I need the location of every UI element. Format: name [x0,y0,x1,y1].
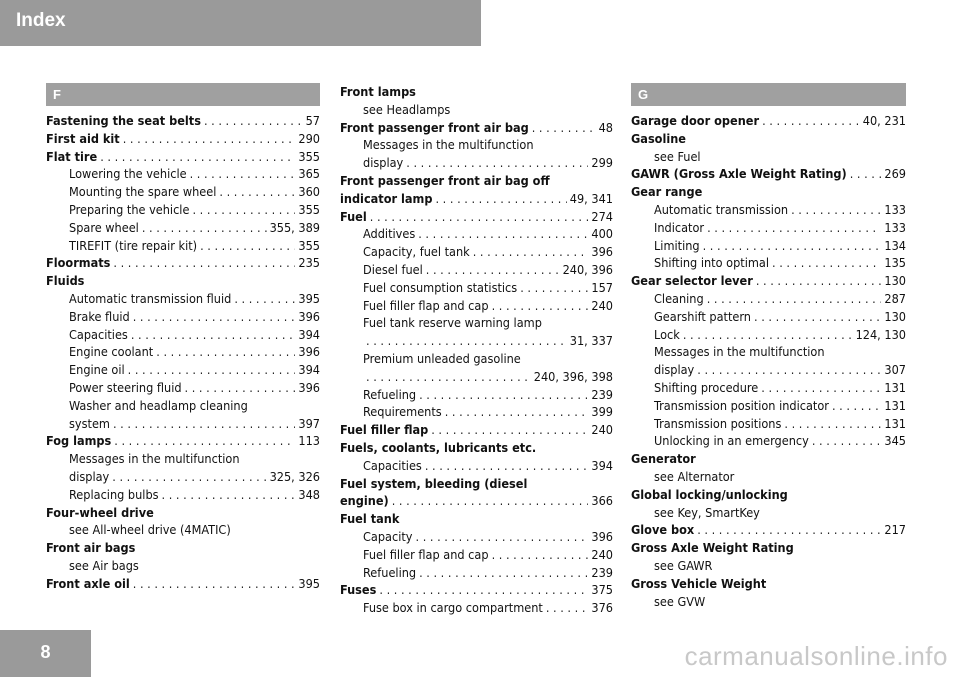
entry-page-ref[interactable]: 31, 337 [569,333,613,349]
dot-leader [492,297,589,315]
index-entry [340,439,613,457]
index-subentry [46,521,320,539]
entry-term: Gross Axle Weight Rating [631,540,794,556]
entry-page-ref[interactable]: 396 [591,528,613,544]
dot-leader [703,237,882,255]
entry-term: Fuel [340,208,367,224]
index-subentry [340,225,613,243]
dot-leader [113,254,295,272]
index-subentry [340,386,613,404]
entry-page-ref[interactable]: 360 [298,184,320,200]
entry-term: Floormats [46,255,111,271]
entry-term: display [654,362,695,378]
entry-term: see Key, SmartKey [654,504,760,520]
dot-leader [370,208,589,226]
index-subentry [46,219,320,237]
index-subentry [340,564,613,582]
entry-page-ref[interactable]: 396 [298,379,320,395]
dot-leader [419,386,588,404]
index-subentry [340,546,613,564]
index-subentry [46,379,320,397]
entry-term: Brake fluid [69,308,130,324]
entry-term: Transmission positions [654,415,782,431]
entry-term: Front air bags [46,540,136,556]
index-subentry [340,101,613,119]
entry-page-ref[interactable]: 396 [298,308,320,324]
entry-term: Fuel tank reserve warning lamp [363,315,542,331]
entry-term: Front passenger front air bag [340,119,529,135]
index-subentry [340,261,613,279]
entry-term: see Air bags [69,557,139,573]
index-subentry [46,450,320,468]
entry-term: Shifting procedure [654,379,759,395]
page-title: Index [16,10,66,31]
entry-page-ref[interactable]: 365 [298,166,320,182]
dot-leader [416,528,589,546]
entry-term: Gasoline [631,130,686,146]
index-subentry [46,468,320,486]
index-entry [340,581,613,599]
entry-term: see Headlamps [363,101,451,117]
dot-leader [762,112,860,130]
index-subentry [46,290,320,308]
dot-leader [185,379,296,397]
dot-leader [707,290,882,308]
index-entry [631,539,906,557]
entry-page-ref[interactable]: 395 [298,290,320,306]
entry-page-ref[interactable]: 345 [884,433,906,449]
entry-term: TIREFIT (tire repair kit) [69,237,198,253]
index-entry [340,475,613,493]
index-subentry [631,361,906,379]
entry-term: Fuel filler flap [340,422,429,438]
index-subentry [46,308,320,326]
entry-page-ref[interactable]: 397 [298,415,320,431]
entry-term: Washer and headlamp cleaning [69,397,248,413]
entry-term: Automatic transmission [654,201,789,217]
index-subentry [631,468,906,486]
entry-term: Front passenger front air bag off [340,172,550,188]
entry-page-ref[interactable]: 240 [591,297,613,313]
dot-leader [113,415,295,433]
dot-leader [366,368,531,386]
index-subentry [631,379,906,397]
entry-page-ref[interactable]: 235 [298,255,320,271]
entry-term: Fuel filler flap and cap [363,546,489,562]
dot-leader [114,432,295,450]
dot-leader [784,415,881,433]
index-subentry [340,279,613,297]
entry-term: display [363,155,404,171]
index-subentry [631,504,906,522]
index-entry [631,521,906,539]
dot-leader [131,326,296,344]
index-subentry [340,243,613,261]
entry-term: Automatic transmission fluid [69,290,232,306]
entry-term: Capacity, fuel tank [363,244,470,260]
dot-leader [425,457,589,475]
entry-term: Gear selector lever [631,273,753,289]
entry-term: display [69,468,110,484]
index-entry [631,272,906,290]
watermark: carmanualsonline.info [684,641,948,671]
index-entry [340,172,613,190]
entry-term: see All-wheel drive (4MATIC) [69,522,231,538]
index-subentry [631,432,906,450]
entry-page-ref[interactable]: 355 [298,201,320,217]
dot-leader [190,165,296,183]
entry-term: Indicator [654,219,705,235]
entry-page-ref[interactable]: 130 [884,308,906,324]
entry-term: Replacing bulbs [69,486,159,502]
entry-term: Additives [363,226,416,242]
index-entry [631,575,906,593]
entry-page-ref[interactable]: 157 [591,279,613,295]
dot-leader [707,219,881,237]
entry-term: Preparing the vehicle [69,201,190,217]
index-entry [631,486,906,504]
entry-page-ref[interactable]: 40, 231 [862,113,906,128]
entry-page-ref[interactable]: 396 [298,344,320,360]
index-entry [340,421,613,439]
entry-page-ref[interactable]: 124, 130 [855,326,906,342]
entry-term: Fuses [340,582,377,598]
entry-term: Fog lamps [46,433,112,449]
page-number-box [0,630,91,677]
entry-page-ref[interactable]: 130 [884,273,906,289]
entry-term: see Fuel [654,148,701,164]
dot-leader [419,564,588,582]
entry-page-ref[interactable]: 239 [591,386,613,402]
index-subentry [631,326,906,344]
entry-term: Fuse box in cargo compartment [363,600,543,616]
entry-term: Refueling [363,564,417,580]
entry-term: Engine oil [69,362,125,378]
index-entry [631,165,906,183]
entry-page-ref[interactable]: 396 [591,244,613,260]
entry-term: Front lamps [340,84,416,99]
index-subentry [340,368,613,386]
dot-leader [754,308,881,326]
index-subentry [631,397,906,415]
index-entry [340,510,613,528]
dot-leader [546,599,589,617]
entry-page-ref[interactable]: 375 [591,582,613,598]
index-subentry [46,415,320,433]
dot-leader [431,421,588,439]
dot-leader [426,261,560,279]
dot-leader [761,379,881,397]
dot-leader [162,486,296,504]
entry-page-ref[interactable]: 131 [884,415,906,431]
entry-page-ref[interactable]: 240 [591,422,613,438]
index-subentry [631,415,906,433]
entry-term: Front axle oil [46,575,130,591]
entry-term: Capacity [363,528,413,544]
dot-leader [204,112,303,130]
entry-term: Messages in the multifunction [654,344,825,360]
dot-leader [756,272,882,290]
index-entry [46,112,320,130]
index-subentry [46,201,320,219]
entry-page-ref[interactable]: 135 [884,255,906,271]
dot-leader [520,279,588,297]
dot-leader [128,361,296,379]
entry-page-ref[interactable]: 269 [884,166,906,182]
index-entry [340,83,613,101]
index-entry [46,575,320,593]
entry-term: Gearshift pattern [654,308,751,324]
entry-page-ref[interactable]: 133 [884,219,906,235]
entry-page-ref[interactable]: 239 [591,564,613,580]
entry-page-ref[interactable]: 325, 326 [269,468,320,484]
index-subentry [631,254,906,272]
dot-leader [192,201,295,219]
section-header-f: F [46,83,320,106]
index-column-2 [340,83,613,617]
entry-page-ref[interactable]: 134 [884,237,906,253]
entry-term: Mounting the spare wheel [69,184,217,200]
entry-term: Spare wheel [69,219,139,235]
entry-page-ref[interactable]: 287 [884,290,906,306]
dot-leader [219,183,295,201]
entry-page-ref[interactable]: 394 [591,457,613,473]
entry-page-ref[interactable]: 307 [884,362,906,378]
entry-page-ref[interactable]: 394 [298,326,320,342]
dot-leader [379,581,588,599]
entry-term: Gear range [631,184,703,200]
entry-term: see GVW [654,593,706,609]
index-entry [340,492,613,510]
entry-page-ref[interactable]: 400 [591,226,613,242]
entry-page-ref[interactable]: 399 [591,404,613,420]
entry-term: Four-wheel drive [46,504,154,520]
entry-term: Fluids [46,273,85,289]
entry-term: indicator lamp [340,190,433,206]
index-entry [340,208,613,226]
index-subentry [46,486,320,504]
index-subentry [340,528,613,546]
index-subentry [340,314,613,332]
entry-page-ref[interactable]: 366 [591,493,613,509]
entry-page-ref[interactable]: 240, 396, 398 [533,368,613,384]
entry-page-ref[interactable]: 355 [298,148,320,164]
entry-term: Capacities [69,326,128,342]
entry-term: Flat tire [46,148,98,164]
entry-term: Lowering the vehicle [69,166,187,182]
entry-page-ref[interactable]: 57 [305,113,320,128]
entry-term: engine) [340,493,389,509]
entry-page-ref[interactable]: 355 [298,237,320,253]
index-subentry [46,557,320,575]
dot-leader [473,243,589,261]
dot-leader [435,190,566,208]
index-entry [46,539,320,557]
index-entry [46,254,320,272]
dot-leader [812,432,882,450]
index-column-3 [631,83,906,610]
dot-leader [366,332,567,350]
entry-page-ref[interactable]: 274 [591,208,613,224]
entry-page-ref[interactable]: 348 [298,486,320,502]
entry-term: Capacities [363,457,422,473]
entry-term: Fuels, coolants, lubricants etc. [340,439,537,455]
entry-page-ref[interactable]: 113 [298,433,320,449]
entry-term: Shifting into optimal [654,255,769,271]
entry-page-ref[interactable]: 133 [884,201,906,217]
entry-page-ref[interactable]: 240 [591,546,613,562]
index-subentry [340,297,613,315]
index-entry [46,272,320,290]
entry-page-ref[interactable]: 49, 341 [569,190,613,206]
entry-term: Lock [654,326,680,342]
entry-term: Glove box [631,522,695,538]
entry-page-ref[interactable]: 395 [298,575,320,591]
entry-term: Fuel consumption statistics [363,279,518,295]
index-subentry [340,457,613,475]
index-entry [340,190,613,208]
dot-leader [392,492,589,510]
page-number: 8 [40,642,51,662]
entry-page-ref[interactable]: 240, 396 [562,261,613,277]
index-entry [631,112,906,130]
index-entry [46,148,320,166]
entry-term: GAWR (Gross Axle Weight Rating) [631,166,847,182]
entry-term: Power steering fluid [69,379,182,395]
index-subentry [46,326,320,344]
entry-page-ref[interactable]: 131 [884,379,906,395]
entry-term: Premium unleaded gasoline [363,350,521,366]
section-header-g: G [631,83,906,106]
index-subentry [340,599,613,617]
index-subentry [631,343,906,361]
entry-page-ref[interactable]: 290 [298,130,320,146]
dot-leader [832,397,881,415]
entry-term: Generator [631,451,696,467]
index-subentry [46,343,320,361]
entry-term: Garage door opener [631,113,760,128]
index-subentry [340,154,613,172]
entry-term: system [69,415,110,431]
entry-term: Transmission position indicator [654,397,829,413]
entry-page-ref[interactable]: 355, 389 [269,219,320,235]
dot-leader [697,361,881,379]
entry-term: Messages in the multifunction [363,137,534,153]
entry-term: see Alternator [654,468,735,484]
index-subentry [631,148,906,166]
entry-page-ref[interactable]: 376 [591,600,613,616]
dot-leader [697,521,881,539]
entry-term: Engine coolant [69,344,154,360]
index-entry [46,432,320,450]
dot-leader [418,225,588,243]
index-subentry [631,557,906,575]
dot-leader [772,254,881,272]
dot-leader [156,343,295,361]
dot-leader [683,326,853,344]
entry-term: Diesel fuel [363,261,423,277]
dot-leader [123,130,296,148]
entry-term: Fuel filler flap and cap [363,297,489,313]
entry-page-ref[interactable]: 299 [591,155,613,171]
entry-term: Refueling [363,386,417,402]
dot-leader [142,219,267,237]
entry-term: Cleaning [654,290,704,306]
dot-leader [445,403,589,421]
entry-page-ref[interactable]: 394 [298,362,320,378]
entry-term: Unlocking in an emergency [654,433,809,449]
entry-term: Fastening the seat belts [46,113,201,128]
index-entry [46,130,320,148]
entry-term: Requirements [363,404,442,420]
index-subentry [340,136,613,154]
index-subentry [631,593,906,611]
index-subentry [631,308,906,326]
index-entry [46,504,320,522]
dot-leader [532,119,596,137]
dot-leader [100,148,295,166]
dot-leader [234,290,295,308]
index-subentry [340,350,613,368]
entry-page-ref[interactable]: 217 [884,522,906,538]
entry-term: Limiting [654,237,700,253]
dot-leader [406,154,588,172]
index-column-1 [46,83,320,593]
entry-page-ref[interactable]: 48 [598,119,613,135]
entry-term: Global locking/unlocking [631,486,788,502]
entry-term: Messages in the multifunction [69,451,240,467]
index-subentry [46,397,320,415]
index-subentry [631,290,906,308]
index-entry [631,130,906,148]
entry-term: First aid kit [46,130,120,146]
index-subentry [46,361,320,379]
index-subentry [46,165,320,183]
entry-term: see GAWR [654,557,713,573]
index-entry [631,183,906,201]
dot-leader [133,308,296,326]
index-subentry [340,332,613,350]
dot-leader [492,546,589,564]
entry-term: Fuel tank [340,511,400,527]
entry-page-ref[interactable]: 131 [884,397,906,413]
index-subentry [631,237,906,255]
index-entry [340,119,613,137]
header-bar [0,0,481,46]
dot-leader [200,237,295,255]
index-subentry [631,201,906,219]
index-subentry [46,237,320,255]
index-subentry [46,183,320,201]
index-entry [631,450,906,468]
index-subentry [631,219,906,237]
dot-leader [112,468,266,486]
dot-leader [791,201,881,219]
index-subentry [340,403,613,421]
dot-leader [850,165,882,183]
entry-term: Fuel system, bleeding (diesel [340,475,528,491]
entry-term: Gross Vehicle Weight [631,575,767,591]
dot-leader [133,575,296,593]
